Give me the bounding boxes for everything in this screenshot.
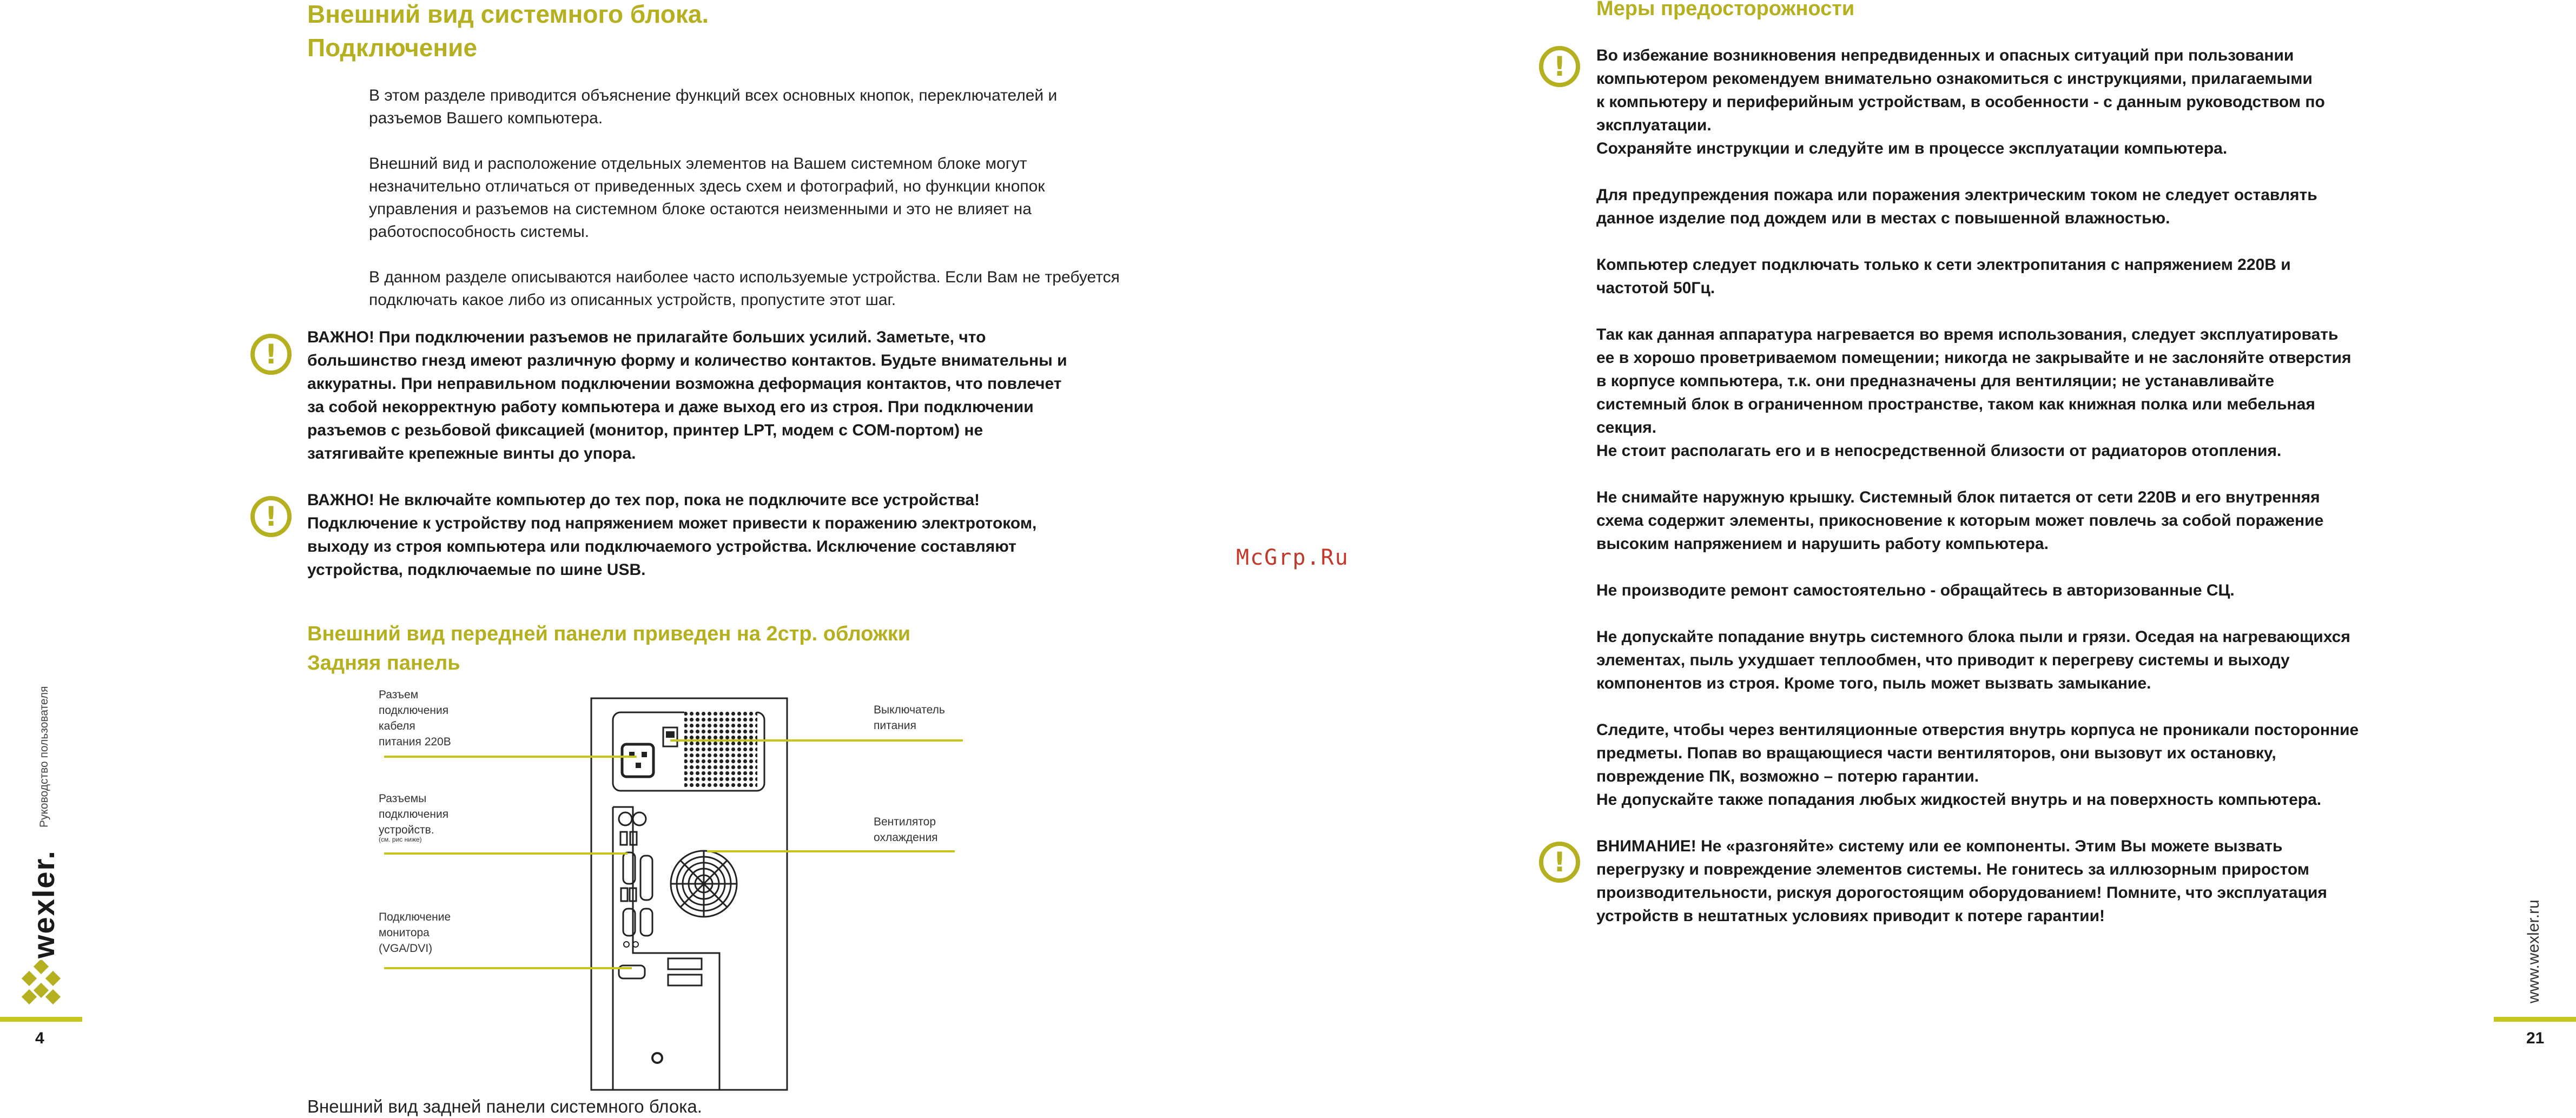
power-socket xyxy=(622,744,653,777)
intro-paragraph: Внешний вид и расположение отдельных элементов на Вашем системном блоке могут незначительно отличаться от приведенных здесь схем и фотографий, но функции кнопок управления и разъемов на системном блоке остаются неизменными и это не влияет на работоспособность системы. xyxy=(369,155,1045,241)
warning-icon: ! xyxy=(1539,46,1580,87)
label-device-connectors-note: (см. рис ниже) xyxy=(379,836,422,843)
warning-icon: ! xyxy=(250,334,292,375)
warning-icon: ! xyxy=(1539,842,1580,883)
page-number: 21 xyxy=(2526,1029,2545,1047)
precaution-paragraph: Не снимайте наружную крышку. Системный блок питается от сети 220В и его внутренняя схема содержит элементы, прикосновение к которым может повлечь за собой поражение высоким напряжением и нарушить работу компьютера. xyxy=(1596,488,2324,553)
screw-hole xyxy=(652,1053,662,1063)
lpt-port xyxy=(640,856,652,900)
cooling-fan xyxy=(671,851,737,917)
label-device-connectors: Разъемы подключения устройств. xyxy=(379,792,449,836)
warning-icon: ! xyxy=(250,496,292,537)
intro-text xyxy=(369,84,1234,312)
warning-text: ВАЖНО! Не включайте компьютер до тех пор, пока не подключите все устройства! Подключение к устройству под напряжением может привести к поражению электротоком, выходу из строя компьютера или подключаемого устройства. Исключение составляют устройства, подключаемые по шине USB. xyxy=(307,491,1037,579)
website-url: www.wexler.ru xyxy=(2525,899,2542,1003)
precaution-paragraph: Для предупреждения пожара или поражения электрическим током не следует оставлять данное изделие под дождем или в местах с повышенной влажностью. xyxy=(1596,186,2317,227)
page-bar xyxy=(0,1017,82,1022)
brand-logo: wexler. xyxy=(27,850,61,958)
precaution-paragraph: Следите, чтобы через вентиляционные отверстия внутрь корпуса не проникали посторонние предметы. Попав во вращающиеся части вентиляторов, они вызовут их остановку, повреждение ПК, возможно – потерю гарантии. Не допускайте также попадания любых жидкостей внутрь и на поверхность компьютера. xyxy=(1596,721,2359,809)
precaution-paragraph: ВНИМАНИЕ! Не «разгоняйте» систему или ее компоненты. Этим Вы можете вызвать перегрузку и повреждение элементов системы. Не гонитесь за иллюзорным приростом производительности, рискуя дорогостоящим оборудованием! Помните, что эксплуатация устройств в нештатных условиях приводит к потере гарантии! xyxy=(1596,837,2327,925)
back-panel-diagram xyxy=(373,687,968,1098)
page-bar xyxy=(2494,1017,2576,1022)
psu-vent-mesh xyxy=(684,710,757,789)
page-title-line1: Внешний вид системного блока. xyxy=(307,0,709,28)
watermark: McGrp.Ru xyxy=(1236,545,1349,570)
usb-port xyxy=(620,832,627,845)
label-fan: Вентилятор охлаждения xyxy=(874,816,938,844)
section-title: Меры предосторожности xyxy=(1596,0,1855,20)
precaution-paragraph: Компьютер следует подключать только к сети электропитания с напряжением 220В и частотой 50Гц. xyxy=(1596,256,2291,297)
precaution-paragraph: Не допускайте попадание внутрь системного блока пыли и грязи. Оседая на нагревающихся элементах, пыль ухудшает теплообмен, что приводит к перегреву системы и выходу компонентов из строя. Кроме того, пыль может вызвать замыкание. xyxy=(1596,628,2350,692)
diagram-caption: Внешний вид задней панели системного блока. xyxy=(307,1096,702,1116)
brand-logo-icon xyxy=(16,960,66,1010)
ps2-port xyxy=(619,812,632,825)
ps2-port xyxy=(633,812,646,825)
warning-power xyxy=(307,488,1173,581)
label-monitor: Подключение монитора (VGA/DVI) xyxy=(379,911,451,955)
precaution-paragraph: Не производите ремонт самостоятельно - обращайтесь в авторизованные СЦ. xyxy=(1596,581,2235,599)
subheading-back-panel: Задняя панель xyxy=(307,652,460,674)
label-power-connector: Разъем подключения кабеля питания 220В xyxy=(379,689,451,748)
warning-connectors xyxy=(307,326,1173,465)
sidebar-text: Руководство пользователя xyxy=(38,686,50,828)
label-power-switch: Выключатель питания xyxy=(874,704,945,732)
dvi-port xyxy=(668,958,702,969)
warning-text: ВАЖНО! При подключении разъемов не прилагайте больших усилий. Заметьте, что большинство гнезд имеют различную форму и количество контактов. Будьте внимательны и аккуратны. При неправильном подключении возможна деформация контактов, что повлечет за собой некорректную работу компьютера и даже выход его из строя. При подключении разъемов с резьбовой фиксацией (монитор, принтер LPT, модем с COM-портом) не затягивайте крепежные винты до упора. xyxy=(307,328,1067,462)
subheading-front-panel: Внешний вид передней панели приведен на 2стр. обложки xyxy=(307,623,911,645)
precaution-paragraph: Так как данная аппаратура нагревается во время использования, следует эксплуатировать ее в хорошо проветриваемом помещении; никогда не закрывайте и не заслоняйте отверстия в корпусе компьютера, т.к. они предназначены для вентиляции; не устанавливайте системный блок в ограниченном пространстве, таком как книжная полка или мебельная секция. Не стоит располагать его и в непосредственной близости от радиаторов отопления. xyxy=(1596,326,2352,460)
page-title-line2: Подключение xyxy=(307,34,478,62)
intro-paragraph: В данном разделе описываются наиболее часто используемые устройства. Если Вам не требуется подключать какое либо из описанных устройств, пропустите этот шаг. xyxy=(369,268,1120,309)
precautions-text xyxy=(1596,44,2516,928)
intro-paragraph: В этом разделе приводится объяснение функций всех основных кнопок, переключателей и разъемов Вашего компьютера. xyxy=(369,87,1058,127)
precaution-paragraph: Во избежание возникновения непредвиденных и опасных ситуаций при пользовании компьютером рекомендуем внимательно ознакомиться с инструкциями, прилагаемыми к компьютеру и периферийным устройствам, в особенности - с данным руководством по эксплуатации. Сохраняйте инструкции и следуйте им в процессе эксплуатации компьютера. xyxy=(1596,47,2325,157)
page-number: 4 xyxy=(35,1029,44,1047)
